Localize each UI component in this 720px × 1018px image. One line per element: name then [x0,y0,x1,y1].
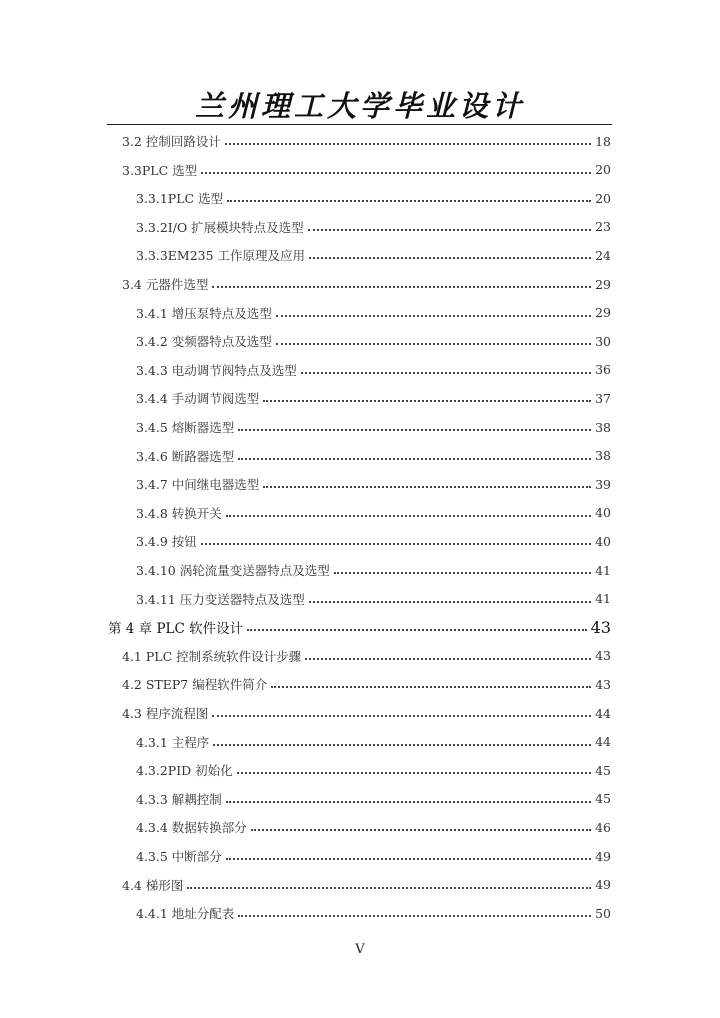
toc-entry[interactable] [136,558,611,582]
toc-dot-leader [271,686,591,688]
toc-dot-leader [201,172,591,174]
toc-dot-leader [213,744,591,746]
toc-entry[interactable] [122,873,611,897]
toc-entry-page: 29 [595,305,611,321]
toc-entry-title: 3.4.5 熔断器选型 [136,420,235,435]
toc-dot-leader [226,858,591,860]
toc-entry-page: 45 [595,762,611,778]
toc-entry[interactable] [136,415,611,439]
toc-dot-leader [212,715,591,717]
toc-entry[interactable] [136,472,611,496]
header-title: 兰州理工大学毕业设计 [194,89,525,123]
toc-entry-title: 3.4.1 增压泵特点及选型 [136,305,272,321]
toc-entry-page: 43 [590,617,611,637]
toc-dot-leader [308,229,591,231]
page-header [0,84,720,125]
toc-entry-title: 4.3.4 数据转换部分 [136,820,247,836]
toc-entry[interactable] [136,301,611,325]
toc-entry-page: 49 [595,877,611,893]
toc-dot-leader [276,315,591,317]
toc-dot-leader [263,400,591,402]
toc-entry[interactable] [136,787,611,811]
toc-entry-page: 29 [595,276,611,292]
toc-entry-title: 3.4.6 断路器选型 [136,448,235,464]
toc-dot-leader [238,915,591,917]
toc-entry-title: 3.2 控制回路设计 [122,134,221,149]
toc-dot-leader [227,200,591,202]
toc-entry[interactable] [136,758,611,782]
toc-entry[interactable] [136,215,611,239]
toc-entry-title: 3.4.8 转换开关 [136,505,222,521]
toc-entry-title: 4.1 PLC 控制系统软件设计步骤 [122,648,302,664]
toc-dot-leader [238,429,591,431]
toc-entry[interactable] [122,644,611,668]
toc-dot-leader [276,343,591,345]
toc-entry-page: 44 [595,705,611,721]
toc-entry[interactable] [122,272,611,296]
toc-entry[interactable] [136,901,611,925]
toc-dot-leader [263,486,591,488]
toc-entry-page: 30 [595,333,611,349]
toc-entry[interactable] [136,815,611,839]
toc-dot-leader [226,801,591,803]
toc-entry-title: 3.4.3 电动调节阀特点及选型 [136,362,297,378]
toc-entry-title: 4.3.5 中断部分 [136,849,222,864]
toc-entry-page: 37 [595,390,611,406]
toc-entry-title: 4.4.1 地址分配表 [136,906,235,922]
toc-entry-page: 20 [595,162,611,178]
toc-dot-leader [251,829,591,831]
toc-entry[interactable] [108,615,611,639]
toc-entry-title: 3.4.11 压力变送器特点及选型 [136,591,305,607]
toc-dot-leader [237,772,591,774]
toc-entry-title: 第 4 章 PLC 软件设计 [108,621,244,638]
toc-entry[interactable] [136,529,611,553]
toc-entry-page: 49 [595,848,611,864]
toc-dot-leader [334,572,591,574]
toc-entry-title: 3.4.10 涡轮流量变送器特点及选型 [136,563,330,578]
toc-entry-page: 44 [595,734,611,750]
toc-entry[interactable] [136,844,611,868]
toc-entry-title: 3.4.7 中间继电器选型 [136,477,260,493]
toc-dot-leader [247,629,587,631]
toc-dot-leader [201,543,591,545]
toc-entry-title: 4.2 STEP7 编程软件简介 [122,677,268,693]
toc-entry-title: 3.4.9 按钮 [136,534,197,550]
toc-entry-title: 3.3.2I/O 扩展模块特点及选型 [136,219,304,235]
toc-entry[interactable] [136,329,611,353]
toc-dot-leader [305,658,591,660]
toc-entry[interactable] [136,386,611,410]
page-number: V [355,942,365,957]
toc-entry[interactable] [136,730,611,754]
toc-entry-page: 23 [595,219,611,235]
toc-entry-title: 4.3.3 解耦控制 [136,791,222,807]
toc-entry-title: 4.4 梯形图 [122,877,184,893]
toc-entry[interactable] [136,587,611,611]
toc-entry-page: 38 [595,448,611,464]
toc-dot-leader [187,887,591,889]
toc-entry[interactable] [136,444,611,468]
toc-entry-title: 4.3.2PID 初始化 [136,763,233,779]
toc-entry[interactable] [136,186,611,210]
toc-entry-page: 36 [595,362,611,378]
toc-dot-leader [226,515,591,517]
toc-dot-leader [309,257,591,259]
toc-entry-page: 45 [595,791,611,807]
toc-entry-page: 50 [595,905,611,921]
toc-dot-leader [212,286,591,288]
toc-entry-page: 43 [595,676,611,692]
toc-entry-title: 3.4.2 变频器特点及选型 [136,334,272,350]
toc-entry-title: 4.3 程序流程图 [122,706,209,721]
toc-dot-leader [238,458,591,460]
toc-entry-title: 3.3.3EM235 工作原理及应用 [136,248,306,264]
toc-entry-title: 3.3.1PLC 选型 [136,191,224,207]
toc-entry-page: 40 [595,533,611,549]
toc-dot-leader [301,372,591,374]
toc-entry-page: 39 [595,476,611,492]
toc-entry[interactable] [136,243,611,267]
toc-entry[interactable] [122,158,611,182]
toc-dot-leader [309,601,591,603]
toc-entry-title: 3.4 元器件选型 [122,277,209,292]
toc-entry[interactable] [136,501,611,525]
toc-entry-title: 4.3.1 主程序 [136,734,210,750]
toc-entry-page: 18 [595,133,611,149]
toc-entry-page: 24 [595,247,611,263]
toc-dot-leader [225,143,591,145]
toc-entry-page: 41 [595,562,611,578]
toc-entry[interactable] [122,672,611,696]
toc-entry-page: 43 [595,648,611,664]
toc-entry-page: 46 [595,819,611,835]
toc-entry-title: 3.4.4 手动调节阀选型 [136,391,260,407]
toc-entry-page: 20 [595,190,611,206]
header-rule [107,124,612,125]
toc-entry-page: 38 [595,419,611,435]
toc-entry[interactable] [122,129,611,153]
toc-entry-page: 40 [595,505,611,521]
toc-entry-page: 41 [595,591,611,607]
toc-entry[interactable] [122,701,611,725]
toc-entry-title: 3.3PLC 选型 [122,162,198,178]
toc-entry[interactable] [136,358,611,382]
